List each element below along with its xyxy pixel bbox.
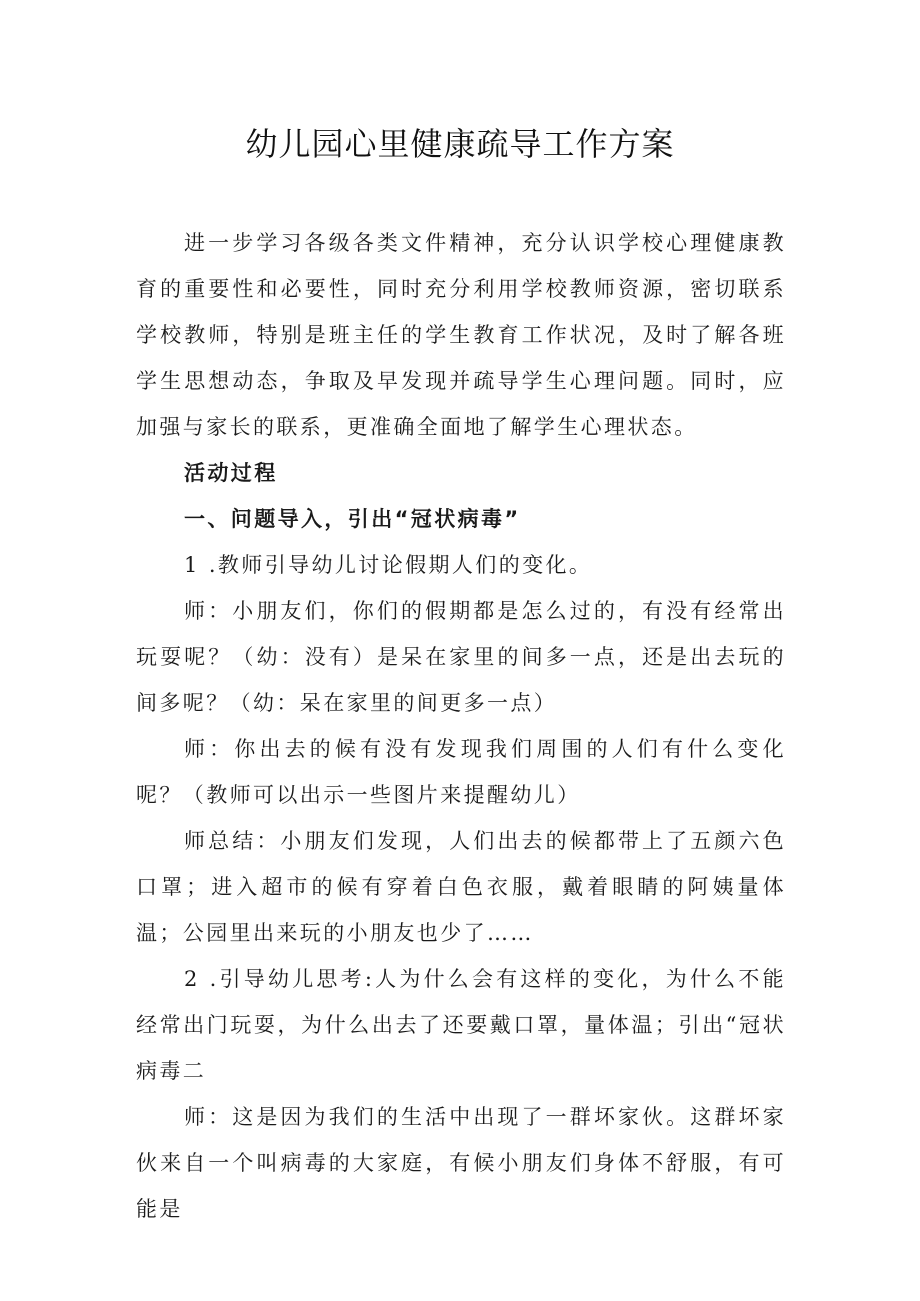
dialogue-paragraph-3: 师：这是因为我们的生活中出现了一群坏家伙。这群坏家伙来自一个叫病毒的大家庭，有候小朋友们身体不舒服，有可能是 [136, 1105, 786, 1221]
step-2-paragraph: 2 .引导幼儿思考:人为什么会有这样的变化，为什么不能经常出门玩耍，为什么出去了还要戴口罩，量体温；引出“冠状病毒二 [136, 967, 786, 1083]
document-title: 幼儿园心里健康疏导工作方案 [245, 125, 675, 163]
dialogue-paragraph-1: 师：小朋友们，你们的假期都是怎么过的，有没有经常出玩耍呢？（幼：没有）是呆在家里的间多一点，还是出去玩的间多呢？（幼：呆在家里的间更多一点） [136, 599, 786, 715]
subsection-heading-1: 一、问题导入，引出“冠状病毒” [184, 507, 521, 531]
summary-paragraph: 师总结：小朋友们发现，人们出去的候都带上了五颜六色口罩；进入超市的候有穿着白色衣服，戴着眼睛的阿姨量体温；公园里出来玩的小朋友也少了…… [136, 829, 786, 945]
dialogue-paragraph-2: 师：你出去的候有没有发现我们周围的人们有什么变化呢？（教师可以出示一些图片来提醒幼儿） [136, 737, 786, 807]
intro-paragraph: 进一步学习各级各类文件精神，充分认识学校心理健康教育的重要性和必要性，同时充分利用学校教师资源，密切联系学校教师，特别是班主任的学生教育工作状况，及时了解各班学生思想动态，争取及早发现并疏导学生心理问题。同时，应加强与家长的联系，更准确全面地了解学生心理状态。 [136, 231, 786, 439]
document-body [136, 220, 786, 1232]
section-heading-activity-process: 活动过程 [184, 461, 278, 485]
step-1-paragraph: 1 .教师引导幼儿讨论假期人们的变化。 [184, 553, 593, 577]
